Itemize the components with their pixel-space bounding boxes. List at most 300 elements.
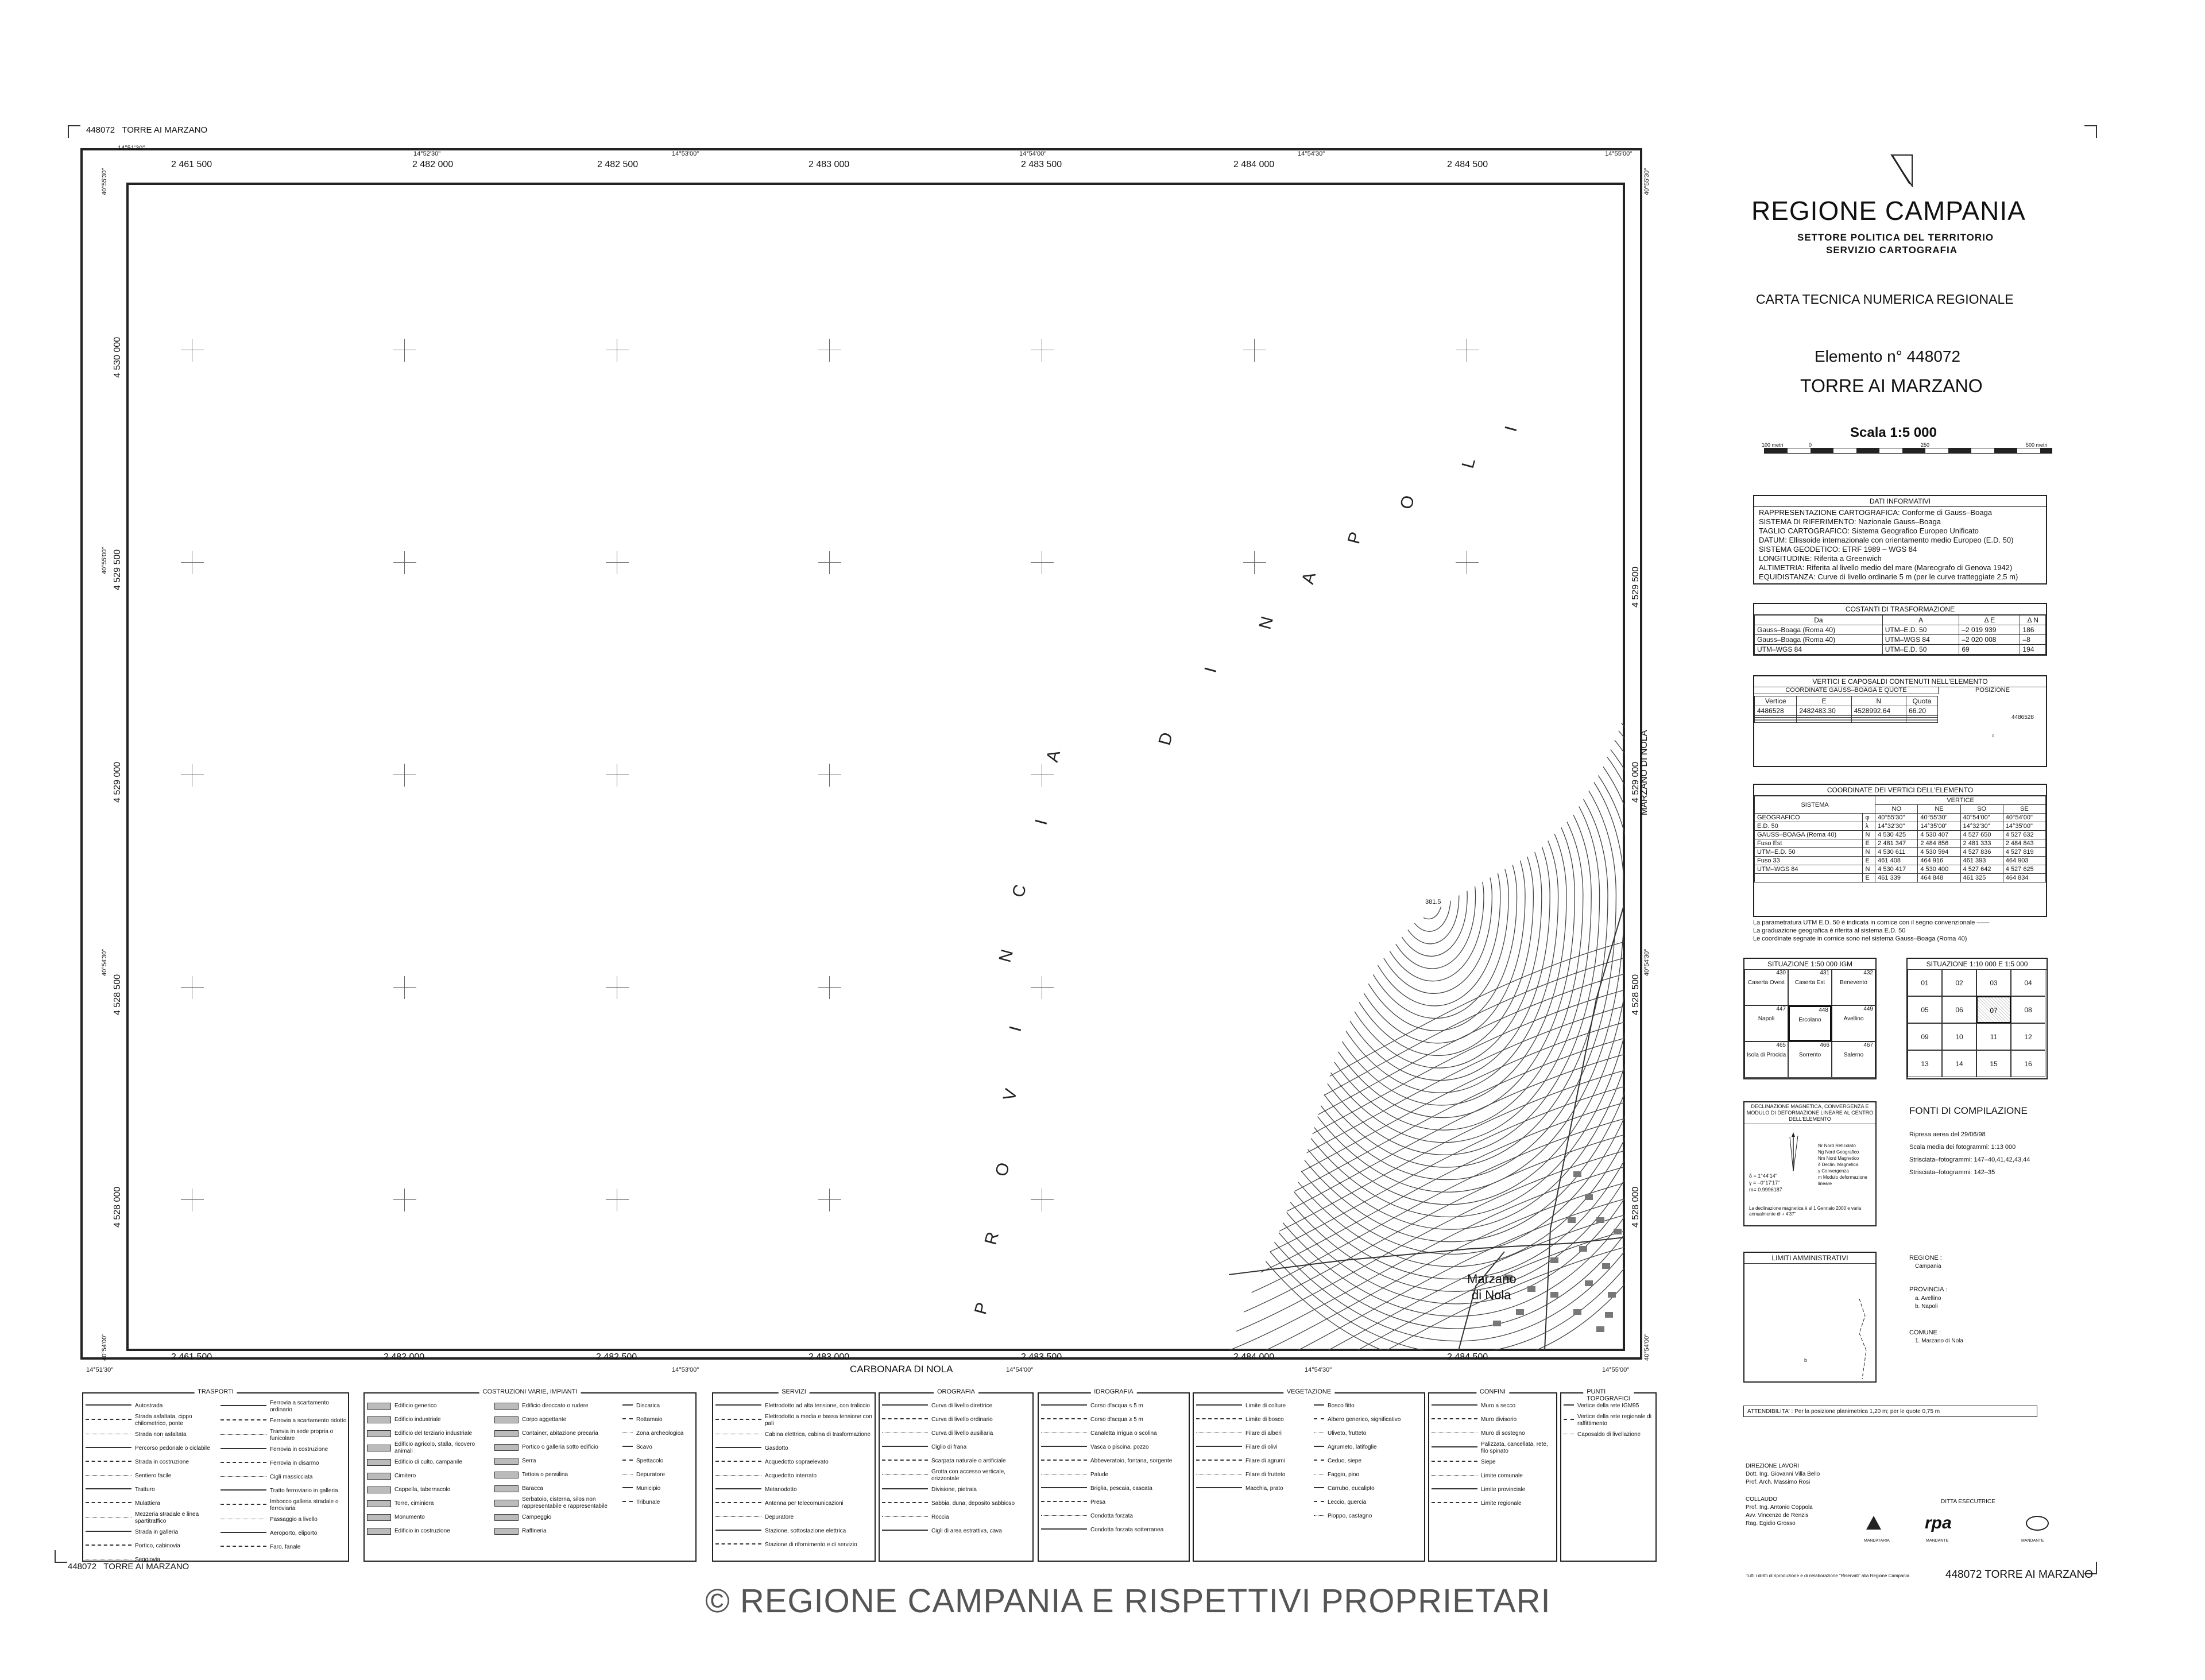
sit50-cell [1832, 969, 1875, 1005]
legend-costruzioni-symbol [494, 1500, 519, 1507]
top-geo-1: 14°51'30" [118, 145, 145, 152]
place-label-di-nola: di Nola [1472, 1288, 1511, 1302]
sit10-cell: 05 [1908, 996, 1942, 1023]
legend-punti-topografici [1560, 1388, 1657, 1562]
sit10-cell: 02 [1942, 969, 1976, 996]
legend-trasporti-label: Mezzeria stradale e linea spartitraffico [135, 1511, 199, 1524]
legend-orografia-item [880, 1413, 1035, 1427]
legend-trasporti-label: Ferrovia a scartamento ridotto [270, 1418, 347, 1424]
legend-costruzioni-symbol [622, 1460, 633, 1463]
legend-trasporti-item [218, 1498, 350, 1513]
legend-orografia-symbol [882, 1474, 928, 1477]
legend-orografia-item [880, 1524, 1035, 1538]
legend-vegetazione-symbol [1196, 1418, 1242, 1422]
sit50-cell [1832, 1005, 1875, 1042]
legend-costruzioni-symbol [622, 1433, 633, 1435]
dati-line: TAGLIO CARTOGRAFICO: Sistema Geografico Europeo Unificato [1759, 527, 1979, 535]
ditta-logo-3 [2026, 1516, 2049, 1531]
ditta-role-2: MANDANTE [1926, 1539, 1949, 1543]
grid-cross [393, 551, 416, 574]
legend-confini-symbol [1432, 1433, 1477, 1435]
legend-costruzioni-item [492, 1399, 618, 1413]
legend-servizi-item [713, 1442, 877, 1456]
costanti-row-cell: 69 [1959, 645, 2020, 655]
legend-idrografia-symbol [1041, 1528, 1087, 1532]
corner-mark-bl [55, 1550, 67, 1563]
dati-line: RAPPRESENTAZIONE CARTOGRAFICA: Conforme di Gauss–Boaga [1759, 508, 1993, 517]
sit10-cell: 16 [2011, 1050, 2045, 1077]
region-letter: N [1255, 614, 1278, 632]
decl-legend-item: Nr Nord Reticolato [1818, 1143, 1856, 1148]
legend-trasporti-title: TRASPORTI [194, 1388, 237, 1395]
legend-costruzioni-symbol [367, 1445, 391, 1451]
sit50-cell [1788, 1042, 1832, 1078]
vertici-title: VERTICI E CAPOSALDI CONTENUTI NELL'ELEMENTO [1754, 676, 2046, 687]
bottom-coord-5: 2 483 500 [1021, 1352, 1062, 1362]
top-geo-4: 14°54'00" [1019, 150, 1047, 157]
sit50-name: Ercolano [1798, 1017, 1821, 1023]
legend-trasporti-symbol [220, 1519, 266, 1522]
vertici-row-head: Quota [1906, 696, 1938, 706]
region-letter: A [1042, 748, 1065, 764]
legend-confini-item [1429, 1427, 1558, 1441]
sit50-num: 447 [1776, 1006, 1786, 1012]
region-letter: L [1458, 456, 1479, 471]
legend-costruzioni-label: Torre, ciminiera [394, 1500, 434, 1507]
coord-cell: 461 339 [1875, 874, 1918, 882]
legend-servizi-label: Stazione di rifornimento e di servizio [765, 1542, 857, 1548]
legend-costruzioni-label: Raffineria [522, 1528, 547, 1534]
legend-vegetazione-item [1194, 1427, 1309, 1441]
legend-idrografia [1038, 1388, 1190, 1562]
fonti-title: FONTI DI COMPILAZIONE [1909, 1105, 2028, 1116]
coord-row [1755, 831, 2046, 839]
left-geo-3: 40°54'30" [101, 949, 108, 976]
legend-idrografia-symbol [1041, 1501, 1087, 1504]
legend-trasporti-item [83, 1456, 215, 1469]
attendibilita-text: ATTENDIBILITA' : Per la posizione planimetrica 1,20 m; per le quote 0,75 m [1747, 1408, 1940, 1415]
provincia-value-2: b. Napoli [1915, 1303, 1938, 1310]
legend-servizi-item [713, 1511, 877, 1524]
sheet-footer-right: 448072 TORRE AI MARZANO [1945, 1569, 2093, 1581]
legend-confini-label: Limite comunale [1481, 1473, 1523, 1479]
legend-confini-item [1429, 1483, 1558, 1497]
legend-trasporti-symbol [220, 1489, 266, 1493]
dati-line: SISTEMA DI RIFERIMENTO: Nazionale Gauss–Boaga [1759, 517, 1941, 526]
legend-trasporti-label: Faro, fanale [270, 1544, 301, 1550]
legend-punti-symbol [1564, 1404, 1574, 1408]
legend-trasporti-item [83, 1539, 215, 1553]
legend-costruzioni-label: Cimitero [394, 1473, 416, 1479]
legend-servizi [712, 1388, 876, 1562]
legend-punti-label: Caposaldo di livellazione [1577, 1431, 1641, 1438]
legend-confini-label: Limite regionale [1481, 1500, 1522, 1507]
coord-row [1755, 874, 2046, 882]
panel-ctnr: CARTA TECNICA NUMERICA REGIONALE [1756, 292, 2014, 307]
legend-vegetazione-label: Limite di bosco [1245, 1416, 1284, 1423]
vertici-row-cell: 66.20 [1906, 706, 1938, 716]
legend-orografia-item [880, 1511, 1035, 1524]
legend-costruzioni-symbol [622, 1501, 633, 1504]
legend-trasporti-symbol [86, 1488, 131, 1492]
collaudo-title: COLLAUDO [1746, 1496, 1778, 1503]
legend-trasporti-label: Mulattiera [135, 1500, 160, 1507]
legend-vegetazione-symbol [1314, 1404, 1324, 1408]
sit50-num: 467 [1863, 1042, 1873, 1048]
left-coord-2: 4 529 500 [113, 549, 122, 590]
legend-trasporti-label: Imbocco galleria stradale o ferroviaria [270, 1499, 339, 1512]
decl-value: δ = 1°44'14" [1749, 1173, 1777, 1179]
legend-vegetazione-item [1312, 1427, 1426, 1441]
legend-idrografia-item [1039, 1482, 1191, 1496]
grid-cross [1031, 976, 1054, 999]
legend-vegetazione-item [1312, 1441, 1426, 1454]
grid-cross [818, 339, 841, 362]
situazione-10000-box [1906, 958, 2048, 1079]
dati-line: SISTEMA GEODETICO: ETRF 1989 – WGS 84 [1759, 545, 1917, 553]
vertici-row [1755, 706, 1938, 716]
legend-costruzioni-label: Tettoia o pensilina [522, 1472, 568, 1478]
coord-head: SE [2003, 805, 2045, 814]
legend-costruzioni-item [620, 1482, 698, 1496]
legend-costruzioni-item [365, 1413, 491, 1427]
legend-idrografia-label: Condotta forzata sotterranea [1090, 1527, 1164, 1533]
sheet-header [86, 125, 207, 135]
coord-cell: λ [1863, 822, 1875, 831]
scale-bar [1764, 448, 2052, 454]
region-letter: N [995, 947, 1018, 965]
legend-confini-item [1429, 1413, 1558, 1427]
right-coord-2: 4 529 000 [1631, 761, 1641, 803]
legend-costruzioni-label: Edificio diroccato o rudere [522, 1403, 589, 1409]
region-letter: C [1008, 882, 1031, 900]
grid-cross [1456, 339, 1479, 362]
grid-cross [606, 764, 629, 787]
legend-servizi-item [713, 1524, 877, 1538]
ditta-logo-1 [1866, 1516, 1881, 1530]
legend-trasporti-label: Tratturo [135, 1487, 155, 1493]
legend-confini-item [1429, 1399, 1558, 1413]
panel-element-label: Elemento n° 448072 [1815, 347, 1961, 365]
legend-servizi-label: Elettrodotto a media e bassa tensione con pali [765, 1414, 872, 1427]
legend-punti-label: Vertice della rete regionale di raffittimento [1577, 1414, 1651, 1427]
dati-informativi-box [1753, 495, 2047, 584]
costanti-row-cell: UTM–WGS 84 [1755, 645, 1883, 655]
decl-value: m= 0.9996187 [1749, 1187, 1782, 1193]
legend-trasporti-item [83, 1469, 215, 1483]
coord-head: NO [1875, 805, 1918, 814]
costanti-row-cell: UTM–E.D. 50 [1882, 625, 1959, 635]
left-coord-5: 4 528 000 [113, 1186, 122, 1228]
legend-costruzioni-symbol [494, 1514, 519, 1521]
legend-vegetazione-item [1194, 1441, 1309, 1454]
legend-servizi-item [713, 1413, 877, 1428]
legend-idrografia-item [1039, 1468, 1191, 1482]
legend-idrografia-symbol [1041, 1446, 1087, 1449]
scale-tick-2: 0 [1809, 442, 1812, 448]
left-coord-1: 4 530 000 [113, 336, 122, 378]
legend-costruzioni-label: Municipio [636, 1485, 661, 1492]
limiti-box [1743, 1252, 1877, 1383]
legend-costruzioni-item [620, 1413, 698, 1427]
sit10-cell: 15 [1976, 1050, 2011, 1077]
coord-cell: 2 481 333 [1960, 839, 2003, 848]
sit50-num: 465 [1776, 1042, 1786, 1048]
legend-idrografia-symbol [1041, 1433, 1087, 1435]
legend-idrografia-label: Presa [1090, 1499, 1106, 1505]
legend-costruzioni-item [620, 1399, 698, 1413]
coord-title: COORDINATE DEI VERTICI DELL'ELEMENTO [1754, 785, 2046, 796]
sit10-cell: 07 [1976, 996, 2011, 1023]
legend-orografia-symbol [882, 1446, 928, 1449]
legend-costruzioni-symbol [367, 1403, 391, 1410]
sit50-name: Salerno [1843, 1052, 1864, 1058]
costanti-row-cell: –2 019 939 [1959, 625, 2020, 635]
legend-costruzioni-label: Discarica [636, 1403, 660, 1409]
legend-orografia-symbol [882, 1433, 928, 1435]
legend-trasporti-label: Cigli massicciata [270, 1474, 313, 1480]
collaudo-line-3: Rag. Egidio Grosso [1746, 1520, 1796, 1527]
legend-trasporti-item [218, 1484, 350, 1498]
legend-idrografia-label: Vasca o piscina, pozzo [1090, 1444, 1149, 1450]
legend-costruzioni-item [492, 1524, 618, 1538]
legend-costruzioni-item [365, 1483, 491, 1497]
legend-costruzioni-symbol [367, 1459, 391, 1466]
legend-costruzioni-label: Edificio generico [394, 1403, 437, 1409]
legend-orografia-label: Roccia [931, 1514, 949, 1520]
legend-vegetazione-label: Bosco fitto [1328, 1403, 1355, 1409]
legend-costruzioni-item [492, 1441, 618, 1454]
legend-orografia-label: Sabbia, duna, deposito sabbioso [931, 1500, 1015, 1507]
fonti-line: Strisciata–fotogrammi: 147–40,41,42,43,44 [1909, 1156, 2030, 1163]
legend-idrografia-item [1039, 1523, 1191, 1537]
coord-head: SISTEMA [1755, 796, 1875, 814]
region-letter: V [999, 1086, 1022, 1103]
legend-trasporti-label: Percorso pedonale o ciclabile [135, 1445, 210, 1451]
legend-costruzioni-symbol [494, 1403, 519, 1410]
bottom-neighbor-label: CARBONARA DI NOLA [850, 1364, 953, 1375]
legend-servizi-symbol [715, 1516, 761, 1519]
legend-vegetazione-symbol [1196, 1487, 1242, 1491]
costanti-row-head: Δ N [2020, 616, 2046, 625]
costanti-row-head: A [1882, 616, 1959, 625]
legend-costruzioni-label: Scavo [636, 1444, 652, 1450]
place-label-marzano: Marzano [1467, 1272, 1517, 1286]
legend-vegetazione-label: Filare di alberi [1245, 1430, 1282, 1437]
vertici-row [1755, 721, 1938, 723]
coord-cell: 14°32'30" [1960, 822, 2003, 831]
legend-confini-title: CONFINI [1476, 1388, 1509, 1395]
legend-trasporti-item [83, 1399, 215, 1413]
legend-costruzioni-symbol [367, 1430, 391, 1437]
coord-cell: 2 481 347 [1875, 839, 1918, 848]
legend-costruzioni-symbol [367, 1528, 391, 1535]
vertici-row-cell [1906, 721, 1938, 723]
legend-punti-symbol [1564, 1419, 1574, 1422]
legend-trasporti-label: Seggiovia [135, 1557, 160, 1563]
dati-line: EQUIDISTANZA: Curve di livello ordinarie 5 m (per le curve tratteggiate 2,5 m) [1759, 572, 2018, 581]
sit10-cell: 13 [1908, 1050, 1942, 1077]
dati-line: LONGITUDINE: Riferita a Greenwich [1759, 554, 1882, 563]
legend-orografia-item [880, 1483, 1035, 1497]
direzione-line-1: Dott. Ing. Giovanni Villa Bello [1746, 1471, 1820, 1477]
legend-trasporti-symbol [86, 1447, 131, 1450]
legend-confini-label: Muro divisorio [1481, 1416, 1517, 1423]
limiti-title: LIMITI AMMINISTRATIVI [1744, 1253, 1875, 1264]
legend-costruzioni-item [492, 1454, 618, 1468]
costanti-row-head: Δ E [1959, 616, 2020, 625]
legend-punti-label: Vertice della rete IGM95 [1577, 1403, 1639, 1409]
sit50-name: Caserta Ovest [1748, 980, 1785, 986]
coord-cell: 40°55'30" [1875, 814, 1918, 822]
left-geo-4: 40°54'00" [101, 1333, 108, 1361]
sit10-cell: 09 [1908, 1023, 1942, 1050]
legend-vegetazione-symbol [1314, 1515, 1324, 1518]
grid-cross [1243, 551, 1266, 574]
coord-cell: 40°54'00" [1960, 814, 2003, 822]
legend-idrografia-label: Corso d'acqua ≥ 5 m [1090, 1416, 1143, 1423]
coord-cell: 4 527 819 [2003, 848, 2045, 857]
legend-servizi-title: SERVIZI [778, 1388, 810, 1395]
legend-vegetazione-symbol [1196, 1404, 1242, 1408]
coord-cell: Fuso Est [1755, 839, 1863, 848]
legend-trasporti-item [218, 1457, 350, 1470]
grid-cross [181, 551, 204, 574]
legend-costruzioni-item [365, 1441, 491, 1456]
bottom-geo-4: 14°54'30" [1305, 1367, 1332, 1373]
left-coord-3: 4 529 000 [113, 761, 122, 803]
costanti-box [1753, 603, 2047, 656]
legend-trasporti-symbol [220, 1546, 266, 1549]
legend-servizi-symbol [715, 1543, 761, 1547]
sit10-cell: 11 [1976, 1023, 2011, 1050]
decl-legend-item: Nm Nord Magnetico [1818, 1156, 1859, 1161]
panel-title: REGIONE CAMPANIA [1751, 196, 2026, 226]
right-coord-3: 4 528 500 [1631, 974, 1641, 1015]
legend-servizi-symbol [715, 1404, 761, 1408]
legend-servizi-symbol [715, 1447, 761, 1450]
top-coord-1: 2 461 500 [171, 160, 212, 169]
legend-punti-item [1561, 1413, 1658, 1428]
legend-costruzioni-symbol [367, 1487, 391, 1493]
legend-idrografia-symbol [1041, 1515, 1087, 1518]
legend-servizi-symbol [715, 1488, 761, 1492]
coord-cell [1755, 874, 1863, 882]
dati-title: DATI INFORMATIVI [1754, 496, 2046, 507]
legend-trasporti-item [83, 1511, 215, 1526]
coord-cell: 4 527 632 [2003, 831, 2045, 839]
legend-vegetazione-symbol [1314, 1501, 1324, 1504]
legend-trasporti-symbol [86, 1434, 131, 1437]
grid-cross [181, 976, 204, 999]
coordinate-notes [1753, 919, 2052, 943]
legend-servizi-item [713, 1497, 877, 1511]
comune-label: COMUNE : [1909, 1329, 1941, 1336]
sit50-num: 432 [1863, 970, 1873, 976]
legend-trasporti-symbol [220, 1462, 266, 1465]
legend-trasporti-item [218, 1399, 350, 1414]
coord-row [1755, 857, 2046, 865]
top-geo-3: 14°53'00" [672, 150, 699, 157]
sit50-num: 430 [1776, 970, 1786, 976]
legend-vegetazione-label: Filare di agrumi [1245, 1458, 1285, 1464]
legend-servizi-item [713, 1538, 877, 1552]
legend-trasporti-symbol [86, 1404, 131, 1408]
legend-costruzioni-item [620, 1496, 698, 1509]
sit50-num: 448 [1819, 1007, 1828, 1013]
legend-costruzioni-item [492, 1496, 618, 1511]
sit50-cell [1744, 969, 1788, 1005]
sit50-cell [1788, 969, 1832, 1005]
fonti-line: Ripresa aerea del 29/06/98 [1909, 1131, 1986, 1138]
right-geo-2: 40°54'30" [1643, 949, 1650, 976]
grid-cross [606, 1189, 629, 1211]
coord-cell: GAUSS–BOAGA (Roma 40) [1755, 831, 1863, 839]
coordinate-vertici-box [1753, 784, 2047, 917]
coord-cell: 464 916 [1918, 857, 1960, 865]
legend-vegetazione-symbol [1314, 1433, 1324, 1435]
legend-orografia-symbol [882, 1418, 928, 1422]
legend-punti-item [1561, 1399, 1658, 1413]
regione-label: REGIONE : [1909, 1255, 1942, 1261]
fonti-line: Strisciata–fotogrammi: 142–35 [1909, 1169, 1995, 1176]
legend-costruzioni-symbol [622, 1446, 633, 1449]
coord-cell: N [1863, 865, 1875, 874]
coord-cell: N [1863, 848, 1875, 857]
legend-confini-symbol [1432, 1446, 1477, 1450]
grid-cross [818, 1189, 841, 1211]
legend-costruzioni-label: Serra [522, 1458, 536, 1464]
legend-costruzioni-symbol [494, 1528, 519, 1535]
legend-confini-symbol [1432, 1502, 1477, 1505]
legend-idrografia-item [1039, 1441, 1191, 1454]
bottom-coord-1: 2 461 500 [171, 1352, 212, 1362]
sit10-cell: 14 [1942, 1050, 1976, 1077]
legend-servizi-label: Cabina elettrica, cabina di trasformazione [765, 1431, 871, 1438]
legend-servizi-item [713, 1469, 877, 1483]
legend-vegetazione-item [1312, 1413, 1426, 1427]
legend-costruzioni-label: Corpo aggettante [522, 1416, 567, 1423]
vertici-row-cell: 2482483.30 [1797, 706, 1851, 716]
legend-orografia-symbol [882, 1502, 928, 1505]
top-coord-6: 2 484 000 [1233, 160, 1275, 169]
declinazione-box [1743, 1101, 1877, 1226]
legend-punti-symbol [1564, 1434, 1574, 1437]
legend-trasporti-item [83, 1428, 215, 1442]
legend-idrografia-item [1039, 1454, 1191, 1468]
legend-costruzioni-label: Cappella, tabernacolo [394, 1487, 451, 1493]
coord-row [1755, 814, 2046, 822]
legend-trasporti-label: Strada non asfaltata [135, 1431, 187, 1438]
legend-vegetazione-item [1312, 1399, 1426, 1413]
sit50-num: 449 [1863, 1006, 1873, 1012]
region-letter: P [1344, 529, 1366, 546]
legend-trasporti-label: Aeroporto, eliporto [270, 1530, 318, 1536]
legend-servizi-symbol [715, 1434, 761, 1437]
legend-servizi-symbol [715, 1530, 761, 1533]
legend-costruzioni-symbol [494, 1444, 519, 1451]
region-letter: I [1501, 424, 1521, 434]
scale-tick-3: 250 [1921, 442, 1930, 448]
legend-confini [1428, 1388, 1557, 1562]
grid-cross [818, 764, 841, 787]
left-geo-1: 40°55'30" [101, 168, 108, 195]
legend-orografia-item [880, 1468, 1035, 1483]
legend-orografia-item [880, 1497, 1035, 1511]
coord-cell: UTM–WGS 84 [1755, 865, 1863, 874]
ditta-role-3: MANDANTE [2021, 1539, 2044, 1543]
legend-orografia-item [880, 1399, 1035, 1413]
